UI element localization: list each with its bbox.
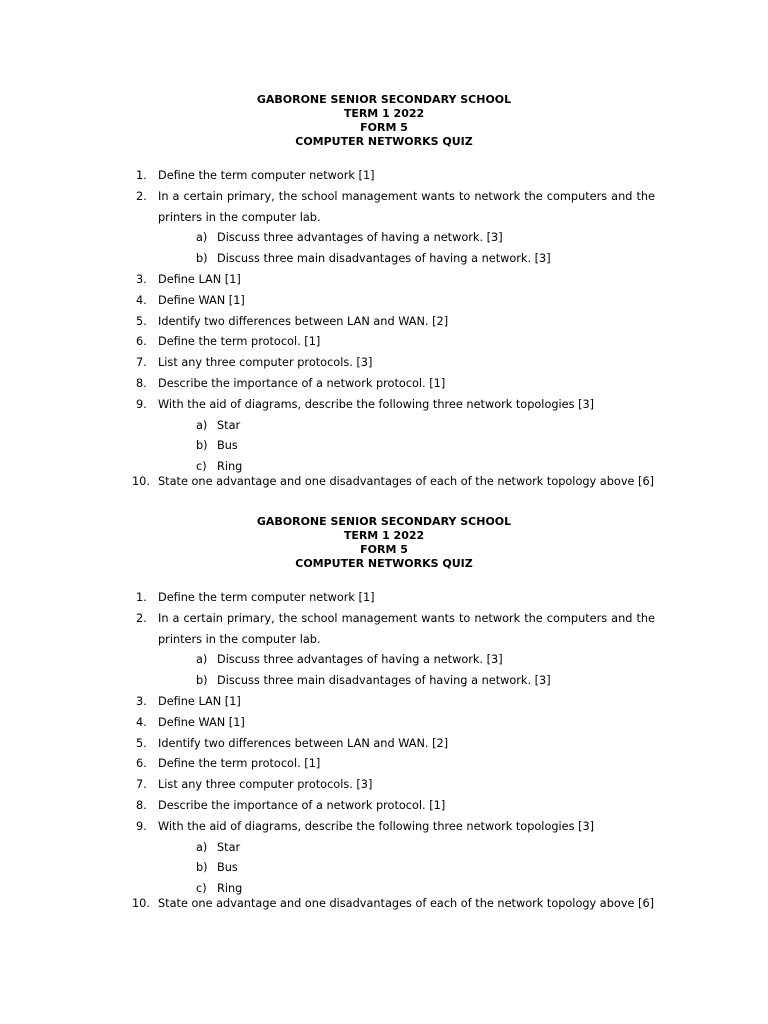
part-text: Discuss three main disadvantages of having a network. [3] (217, 252, 551, 266)
question-5 (0, 736, 768, 757)
question-number: 1. (136, 169, 147, 182)
quiz-header (0, 515, 768, 571)
question-10 (0, 474, 768, 490)
part-text: Discuss three advantages of having a network. [3] (217, 653, 503, 667)
quiz-copy-1 (0, 93, 768, 490)
form-label: FORM 5 (360, 121, 408, 134)
question-7 (0, 355, 768, 376)
question-number: 3. (136, 272, 147, 286)
question-1 (0, 590, 768, 611)
question-text: Define the term protocol. [1] (158, 335, 321, 349)
question-list (0, 168, 768, 490)
part-label: a) (196, 418, 208, 432)
question-9 (0, 819, 768, 840)
part-text: Bus (217, 439, 238, 453)
part-label: c) (196, 882, 207, 896)
question-text: Define the term computer network [1] (158, 591, 375, 604)
question-9-part-b (0, 438, 768, 459)
question-text: Define the term computer network [1] (158, 169, 375, 182)
question-text: Identify two differences between LAN and WAN. [2] (158, 736, 449, 750)
question-text: Describe the importance of a network protocol. [1] (158, 798, 446, 812)
part-text: Star (217, 840, 241, 854)
question-number: 1. (136, 591, 147, 604)
question-number: 2. (136, 189, 147, 203)
question-8 (0, 376, 768, 397)
question-text: State one advantage and one disadvantages of each of the network topology above [6] (158, 474, 655, 488)
question-2 (0, 189, 768, 231)
question-9-part-a (0, 840, 768, 861)
form-label: FORM 5 (360, 543, 408, 556)
question-number: 5. (136, 314, 147, 328)
question-number: 9. (136, 397, 147, 411)
question-4 (0, 293, 768, 314)
question-number: 4. (136, 715, 147, 729)
part-label: b) (196, 861, 208, 875)
question-5 (0, 314, 768, 335)
part-label: b) (196, 439, 208, 453)
question-2 (0, 611, 768, 653)
question-number: 7. (136, 778, 147, 792)
question-8 (0, 798, 768, 819)
quiz-header (0, 93, 768, 149)
question-text: Describe the importance of a network protocol. [1] (158, 376, 446, 390)
school-name: GABORONE SENIOR SECONDARY SCHOOL (256, 515, 512, 528)
part-label: a) (196, 840, 208, 854)
question-9-part-a (0, 418, 768, 439)
question-number: 2. (136, 611, 147, 625)
quiz-title: COMPUTER NETWORKS QUIZ (295, 557, 473, 570)
question-number: 4. (136, 293, 147, 307)
question-number: 3. (136, 694, 147, 708)
question-6 (0, 334, 768, 355)
term-label: TERM 1 2022 (343, 107, 425, 120)
question-9 (0, 397, 768, 418)
question-text: With the aid of diagrams, describe the following three network topologies [3] (158, 819, 595, 833)
part-label: a) (196, 231, 208, 245)
quiz-copy-2 (0, 515, 768, 912)
question-text: Identify two differences between LAN and WAN. [2] (158, 314, 449, 328)
question-number: 7. (136, 356, 147, 370)
question-text: State one advantage and one disadvantages of each of the network topology above [6] (158, 896, 655, 910)
question-list (0, 590, 768, 912)
part-text: Ring (217, 460, 243, 474)
question-9-part-b (0, 860, 768, 881)
question-3 (0, 694, 768, 715)
question-6 (0, 756, 768, 777)
part-text: Ring (217, 882, 243, 896)
part-label: c) (196, 460, 207, 474)
part-text: Discuss three main disadvantages of having a network. [3] (217, 674, 551, 688)
question-2-part-b (0, 673, 768, 694)
part-label: a) (196, 653, 208, 667)
question-3 (0, 272, 768, 293)
question-text: Define LAN [1] (158, 272, 241, 286)
question-2-part-a (0, 652, 768, 673)
quiz-title: COMPUTER NETWORKS QUIZ (295, 135, 473, 148)
question-number: 5. (136, 736, 147, 750)
question-number: 10. (132, 474, 150, 488)
question-number: 9. (136, 819, 147, 833)
term-label: TERM 1 2022 (343, 529, 425, 542)
part-text: Bus (217, 861, 238, 875)
part-text: Discuss three advantages of having a network. [3] (217, 231, 503, 245)
question-text: Define WAN [1] (158, 715, 245, 729)
question-number: 8. (136, 798, 147, 812)
question-text: List any three computer protocols. [3] (158, 356, 373, 370)
part-label: b) (196, 252, 208, 266)
school-name: GABORONE SENIOR SECONDARY SCHOOL (256, 93, 512, 106)
part-label: b) (196, 674, 208, 688)
question-4 (0, 715, 768, 736)
question-10 (0, 896, 768, 912)
question-number: 6. (136, 757, 147, 771)
question-text: Define WAN [1] (158, 293, 245, 307)
question-text: In a certain primary, the school management wants to network the computers and the printers in the computer lab. (158, 611, 655, 646)
question-text: List any three computer protocols. [3] (158, 778, 373, 792)
question-1 (0, 168, 768, 189)
question-number: 8. (136, 376, 147, 390)
question-2-part-a (0, 230, 768, 251)
part-text: Star (217, 418, 241, 432)
question-text: With the aid of diagrams, describe the following three network topologies [3] (158, 397, 595, 411)
question-text: In a certain primary, the school management wants to network the computers and the printers in the computer lab. (158, 189, 655, 224)
question-7 (0, 777, 768, 798)
question-text: Define the term protocol. [1] (158, 757, 321, 771)
question-number: 6. (136, 335, 147, 349)
question-number: 10. (132, 896, 150, 910)
question-text: Define LAN [1] (158, 694, 241, 708)
question-2-part-b (0, 251, 768, 272)
